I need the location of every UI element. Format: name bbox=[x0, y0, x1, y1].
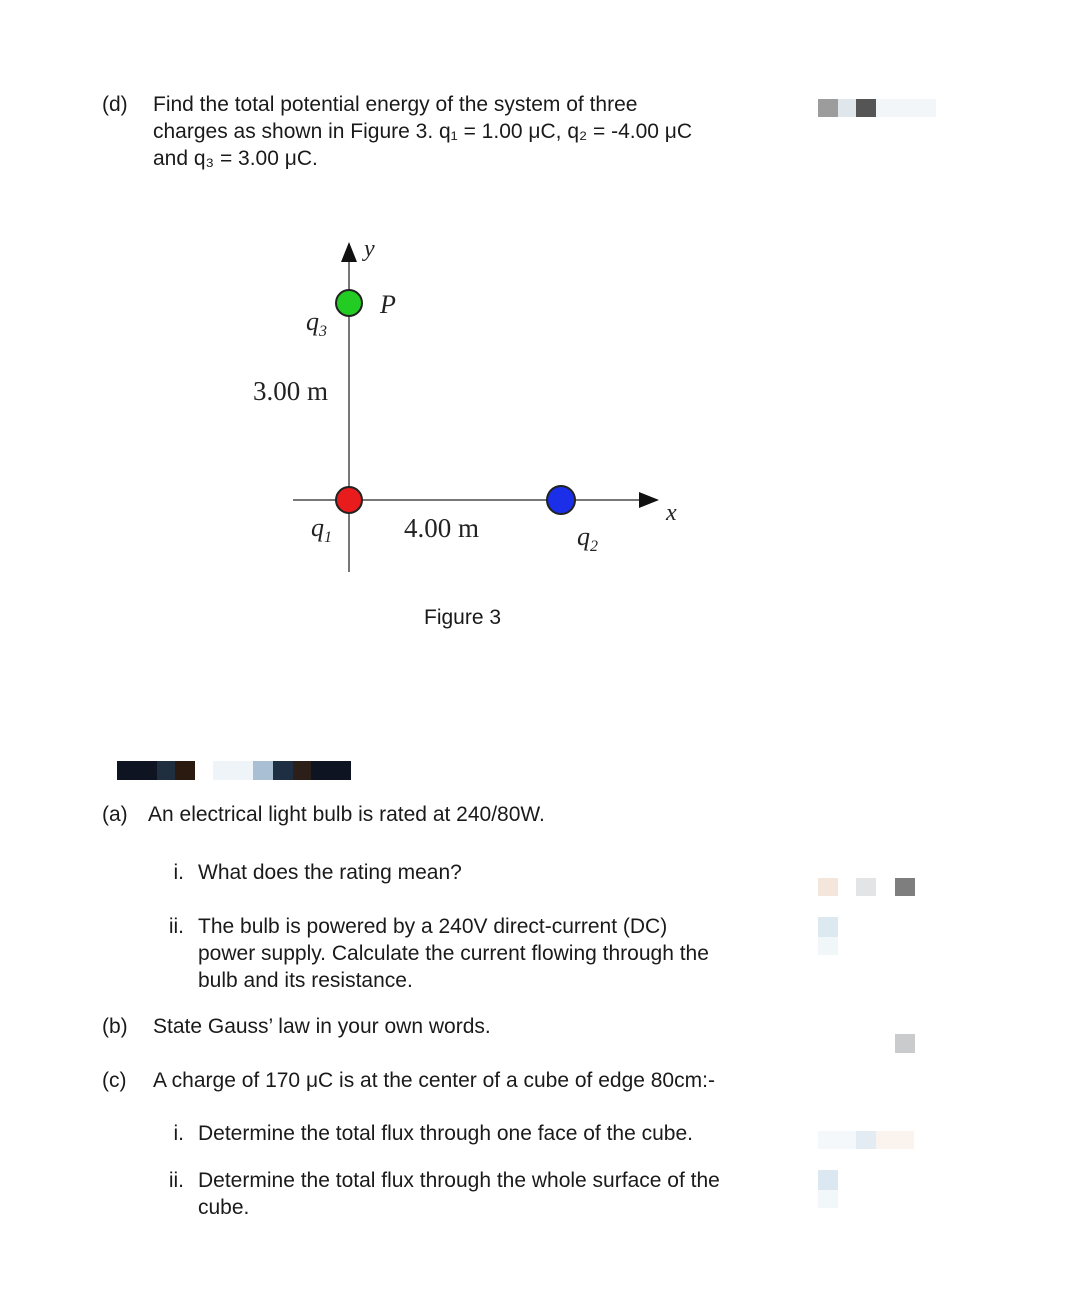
redaction-block bbox=[818, 878, 838, 896]
redaction-block bbox=[311, 761, 351, 780]
redaction-block bbox=[293, 761, 311, 780]
charge-q1 bbox=[336, 487, 362, 513]
redaction-block bbox=[818, 937, 838, 955]
y-axis-label: y bbox=[364, 236, 375, 262]
vertical-distance-label: 3.00 m bbox=[253, 376, 329, 406]
question-a-i-text: What does the rating mean? bbox=[198, 861, 462, 884]
redaction-block bbox=[175, 761, 195, 780]
question-a-label: (a) bbox=[102, 803, 128, 826]
redaction-block bbox=[273, 761, 293, 780]
redaction-block bbox=[253, 761, 273, 780]
charge-q3 bbox=[336, 290, 362, 316]
point-p-label: P bbox=[380, 290, 396, 319]
q2-subscript: 2 bbox=[590, 538, 598, 555]
redaction-block bbox=[895, 878, 915, 896]
q1-label bbox=[311, 513, 332, 546]
q3-label bbox=[306, 307, 327, 340]
q1-subscript: 1 bbox=[324, 529, 332, 546]
question-d-line-2: charges as shown in Figure 3. q₁ = 1.00 μC, q₂ = -4.00 μC bbox=[153, 120, 693, 143]
figure-3-diagram bbox=[0, 200, 1080, 800]
question-c-ii-line-1: Determine the total flux through the whole surface of the bbox=[198, 1169, 720, 1192]
x-axis-label: x bbox=[666, 500, 677, 526]
redaction-block bbox=[895, 1034, 915, 1053]
question-c-label: (c) bbox=[102, 1069, 127, 1092]
question-c-ii-label: ii. bbox=[168, 1169, 184, 1192]
question-a-ii-line-1: The bulb is powered by a 240V direct-current (DC) bbox=[198, 915, 668, 938]
redaction-block bbox=[157, 761, 175, 780]
redaction-block bbox=[838, 99, 856, 117]
question-d-line-3: and q₃ = 3.00 μC. bbox=[153, 147, 318, 170]
q3-subscript: 3 bbox=[319, 323, 327, 340]
question-c-i-label: i. bbox=[173, 1122, 184, 1145]
question-d-label: (d) bbox=[102, 93, 128, 116]
question-c-text: A charge of 170 μC is at the center of a cube of edge 80cm:- bbox=[153, 1069, 715, 1092]
redaction-block bbox=[818, 99, 838, 117]
q1-letter: q bbox=[311, 513, 324, 542]
q3-letter: q bbox=[306, 307, 319, 336]
question-a-ii-label: ii. bbox=[168, 915, 184, 938]
charge-q2 bbox=[547, 486, 575, 514]
question-d-line-1: Find the total potential energy of the system of three bbox=[153, 93, 638, 116]
question-c-ii-line-2: cube. bbox=[198, 1196, 250, 1219]
question-a-ii-line-3: bulb and its resistance. bbox=[198, 969, 413, 992]
figure-caption: Figure 3 bbox=[424, 606, 502, 629]
redaction-block bbox=[856, 99, 876, 117]
redaction-block bbox=[818, 917, 838, 937]
question-b-text: State Gauss’ law in your own words. bbox=[153, 1015, 491, 1038]
redaction-block bbox=[818, 1131, 856, 1149]
redaction-block bbox=[876, 99, 936, 117]
redaction-block bbox=[856, 878, 876, 896]
redaction-block bbox=[818, 1170, 838, 1190]
question-b-label: (b) bbox=[102, 1015, 128, 1038]
question-a-ii-line-2: power supply. Calculate the current flowing through the bbox=[198, 942, 709, 965]
question-c-i-text: Determine the total flux through one face of the cube. bbox=[198, 1122, 693, 1145]
redaction-block bbox=[876, 1131, 914, 1149]
question-a-i-label: i. bbox=[173, 861, 184, 884]
q2-letter: q bbox=[577, 522, 590, 551]
redaction-block bbox=[818, 1190, 838, 1208]
redaction-block bbox=[213, 761, 253, 780]
redaction-block bbox=[856, 1131, 876, 1149]
redaction-block bbox=[117, 761, 157, 780]
question-a-text: An electrical light bulb is rated at 240/80W. bbox=[148, 803, 545, 826]
q2-label bbox=[577, 522, 598, 555]
horizontal-distance-label: 4.00 m bbox=[404, 513, 480, 543]
